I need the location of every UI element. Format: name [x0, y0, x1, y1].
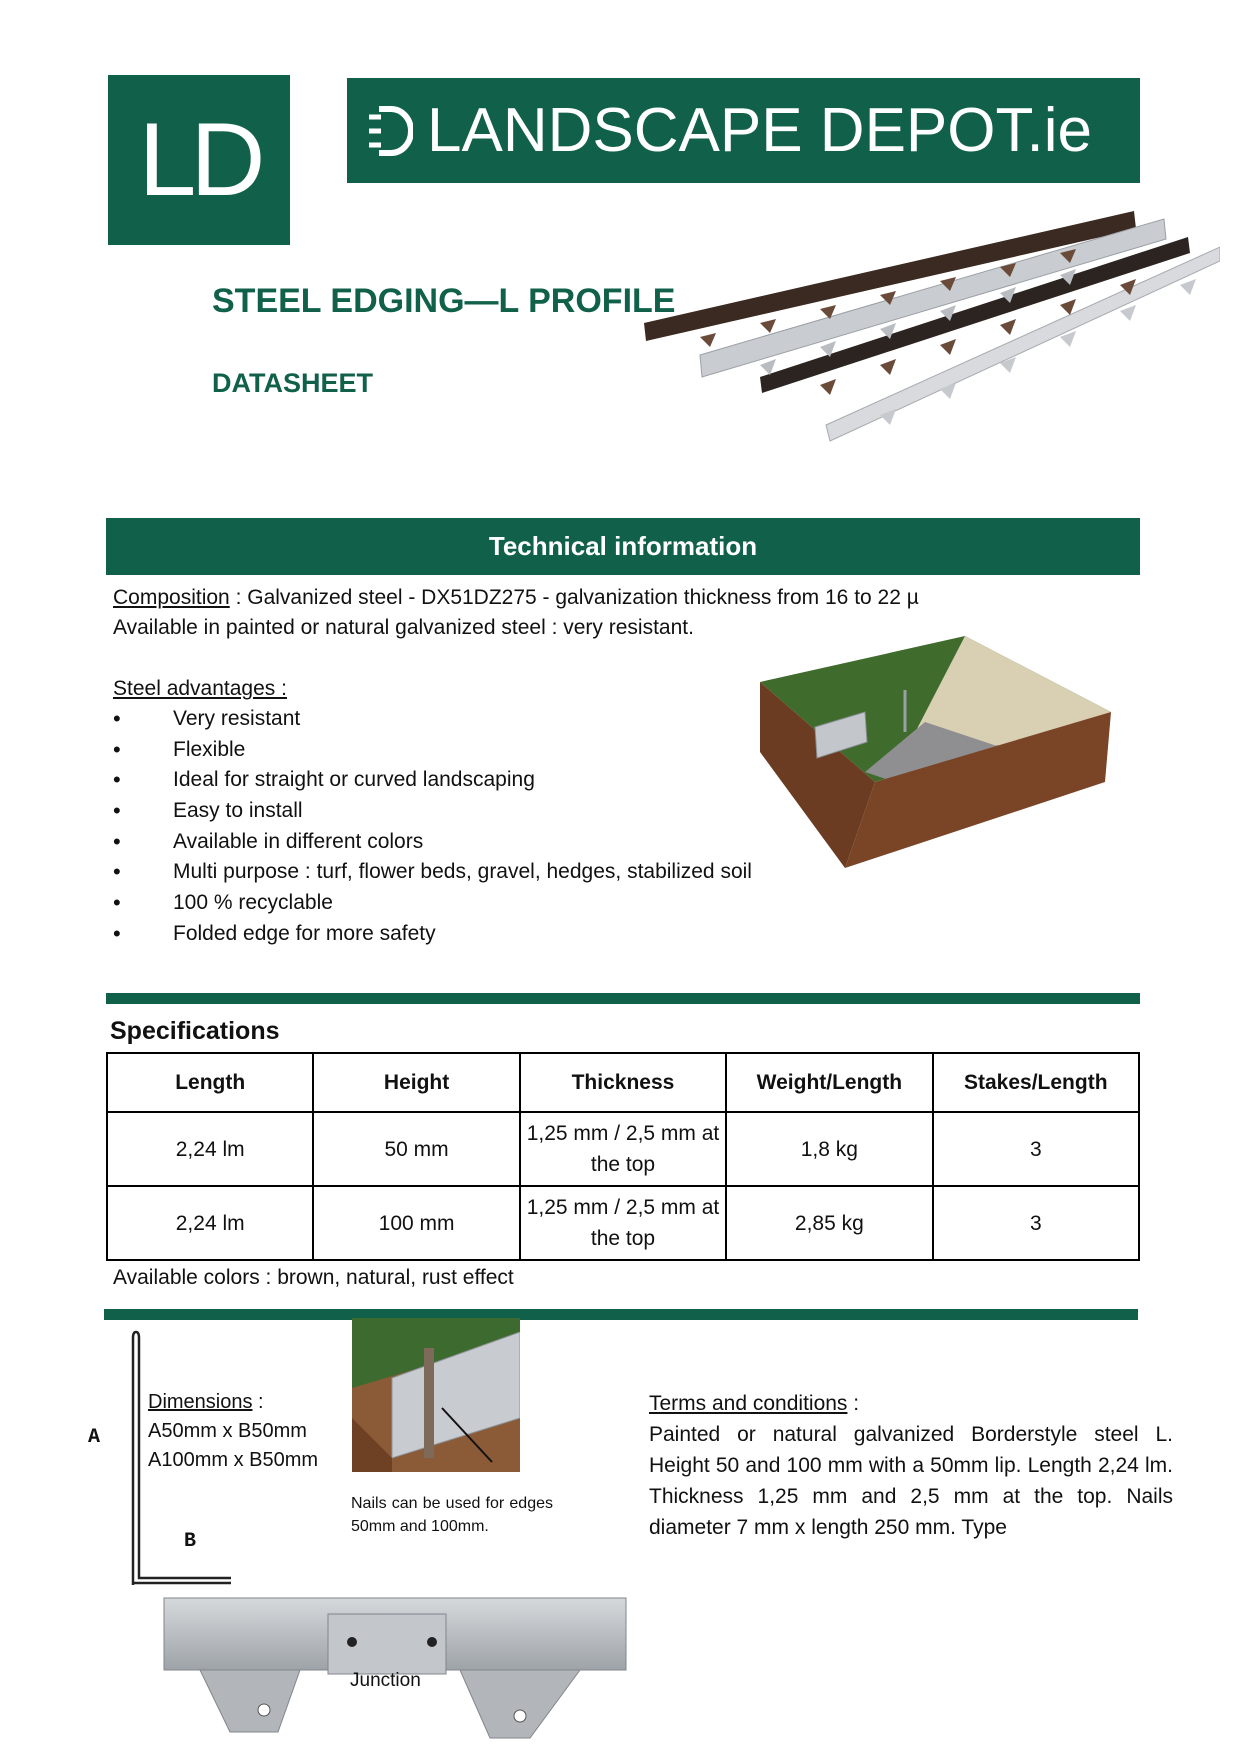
composition-text: : Galvanized steel - DX51DZ275 - galvanization thickness from 16 to 22 µ: [229, 586, 919, 609]
brand-name: LANDSCAPE DEPOT.ie: [427, 96, 1092, 165]
section-divider: [104, 1309, 1138, 1320]
advantages-label: Steel advantages :: [113, 677, 287, 700]
table-cell: 3: [933, 1186, 1139, 1260]
dimension-b-label: B: [184, 1530, 197, 1553]
advantages-block: [113, 674, 752, 950]
table-cell: 100 mm: [313, 1186, 519, 1260]
terms-block: Terms and conditions : Painted or natural galvanized Borderstyle steel L. Height 50 and 100 mm with a 50mm lip. Length 2,24 lm. Thickness 1,25 mm and 2,5 mm at the top. Nails diameter 7 mm x length 250 mm. Type: [649, 1388, 1173, 1543]
installation-illustration: [755, 632, 1115, 872]
list-item: • Folded edge for more safety: [113, 919, 752, 950]
dimensions-label: Dimensions: [148, 1391, 253, 1413]
list-item: • 100 % recyclable: [113, 888, 752, 919]
composition-label: Composition: [113, 586, 230, 609]
list-item: • Multi purpose : turf, flower beds, gravel, hedges, stabilized soil: [113, 857, 752, 888]
product-strips-image: [640, 205, 1220, 460]
available-colors-note: Available colors : brown, natural, rust effect: [113, 1266, 514, 1289]
column-header: Length: [107, 1053, 313, 1112]
table-cell: 1,8 kg: [726, 1112, 932, 1186]
list-item: • Very resistant: [113, 704, 752, 735]
brand-mark-icon: [367, 103, 413, 159]
logo-square: [108, 75, 290, 245]
list-item: • Ideal for straight or curved landscaping: [113, 765, 752, 796]
page-subtitle: DATASHEET: [212, 368, 373, 398]
table-cell: 50 mm: [313, 1112, 519, 1186]
dimensions-block: Dimensions : A50mm x B50mm A100mm x B50mm: [148, 1388, 318, 1475]
column-header: Height: [313, 1053, 519, 1112]
table-cell: 1,25 mm / 2,5 mm at the top: [520, 1186, 726, 1260]
table-row: [107, 1112, 1139, 1186]
table-cell: 2,24 lm: [107, 1186, 313, 1260]
nail-installation-photo: [352, 1318, 520, 1472]
table-cell: 1,25 mm / 2,5 mm at the top: [520, 1112, 726, 1186]
table-row: [107, 1186, 1139, 1260]
logo-banner: [347, 78, 1140, 183]
table-cell: 2,24 lm: [107, 1112, 313, 1186]
junction-photo: [160, 1592, 630, 1742]
junction-label: Junction: [350, 1670, 421, 1691]
availability-text: Available in painted or natural galvanized steel : very resistant.: [113, 616, 694, 639]
table-cell: 3: [933, 1112, 1139, 1186]
terms-body: Painted or natural galvanized Borderstyle steel L. Height 50 and 100 mm with a 50mm lip. Length 2,24 lm. Thickness 1,25 mm and 2,5 mm at the top. Nails diameter 7 mm x length 250 mm. Type: [649, 1423, 1173, 1539]
specifications-heading: Specifications: [110, 1017, 280, 1045]
specifications-table: [106, 1052, 1140, 1261]
technical-info-heading: Technical information: [106, 518, 1140, 575]
nails-caption: Nails can be used for edges 50mm and 100mm.: [351, 1495, 553, 1535]
table-header-row: [107, 1053, 1139, 1112]
list-item: • Available in different colors: [113, 827, 752, 858]
dimension-line: A100mm x B50mm: [148, 1449, 319, 1471]
table-cell: 2,85 kg: [726, 1186, 932, 1260]
list-item: • Flexible: [113, 735, 752, 766]
column-header: Stakes/Length: [933, 1053, 1139, 1112]
terms-label: Terms and conditions: [649, 1392, 848, 1415]
advantages-list: [113, 704, 752, 950]
column-header: Thickness: [520, 1053, 726, 1112]
dimension-a-label: A: [88, 1426, 101, 1449]
column-header: Weight/Length: [726, 1053, 932, 1112]
page-title: STEEL EDGING—L PROFILE: [212, 282, 676, 320]
section-divider: [106, 993, 1140, 1004]
dimension-line: A50mm x B50mm: [148, 1420, 307, 1442]
list-item: • Easy to install: [113, 796, 752, 827]
logo-initials: LD: [138, 101, 260, 218]
